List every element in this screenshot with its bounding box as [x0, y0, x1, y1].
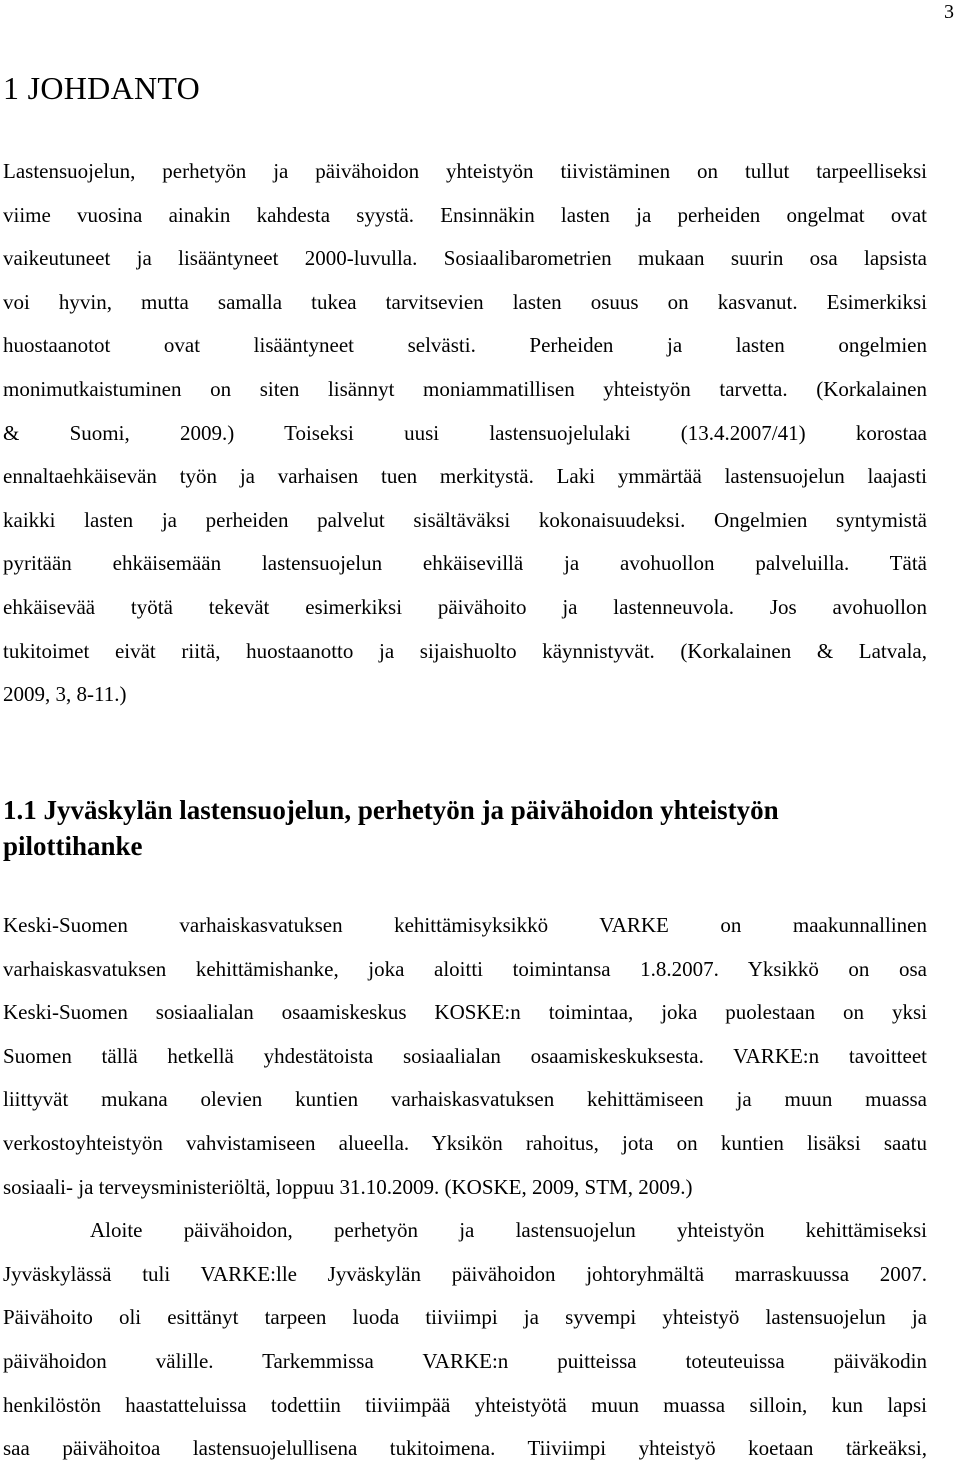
paragraph-line: Päivähoito oli esittänyt tarpeen luoda tiiviimpi ja syvempi yhteistyö lastensuojelun ja [3, 1305, 927, 1330]
paragraph-line: ennaltaehkäisevän työn ja varhaisen tuen merkitystä. Laki ymmärtää lastensuojelun laajasti [3, 464, 927, 489]
paragraph-line: tukitoimet eivät riitä, huostaanotto ja sijaishuolto käynnistyvät. (Korkalainen & Latvala, [3, 638, 927, 663]
paragraph-line-text: Aloite päivähoidon, perhetyön ja lastensuojelun yhteistyön kehittämiseksi [90, 1218, 927, 1243]
paragraph-line: kaikki lasten ja perheiden palvelut sisältäväksi kokonaisuudeksi. Ongelmien syntymistä [3, 507, 927, 532]
paragraph-line: Keski-Suomen sosiaalialan osaamiskeskus KOSKE:n toimintaa, joka puolestaan on yksi [3, 1000, 927, 1025]
paragraph-line: päivähoidon välille. Tarkemmissa VARKE:n puitteissa toteuteuissa päiväkodin [3, 1348, 927, 1373]
paragraph-line: vaikeutuneet ja lisääntyneet 2000-luvulla. Sosiaalibarometrien mukaan suurin osa lapsista [3, 246, 927, 271]
paragraph-line: Lastensuojelun, perhetyön ja päivähoidon yhteistyön tiivistäminen on tullut tarpeelliseksi [3, 159, 927, 183]
paragraph-line: pyritään ehkäisemään lastensuojelun ehkäisevillä ja avohuollon palveluilla. Tätä [3, 551, 927, 576]
paragraph-line: henkilöstön haastatteluissa todettiin tiiviimpää yhteistyötä muun muassa silloin, kun lapsi [3, 1392, 927, 1417]
paragraph-line: Suomen tällä hetkellä yhdestätoista sosiaalialan osaamiskeskuksesta. VARKE:n tavoitteet [3, 1043, 927, 1068]
section-heading-line: 1.1 Jyväskylän lastensuojelun, perhetyön ja päivähoidon yhteistyön [3, 795, 779, 825]
paragraph-line: varhaiskasvatuksen kehittämishanke, joka aloitti toimintansa 1.8.2007. Yksikkö on osa [3, 956, 927, 981]
paragraph-line: viime vuosina ainakin kahdesta syystä. Ensinnäkin lasten ja perheiden ongelmat ovat [3, 202, 927, 227]
paragraph-line: 2009, 3, 8-11.) [3, 682, 127, 707]
section-heading-line: pilottihanke [3, 831, 143, 861]
section-heading [3, 792, 903, 864]
paragraph-line: & Suomi, 2009.) Toiseksi uusi lastensuojelulaki (13.4.2007/41) korostaa [3, 420, 927, 445]
paragraph-line: liittyvät mukana olevien kuntien varhaiskasvatuksen kehittämiseen ja muun muassa [3, 1087, 927, 1112]
paragraph-line: verkostoyhteistyön vahvistamiseen alueella. Yksikön rahoitus, jota on kuntien lisäksi saatu [3, 1130, 927, 1155]
paragraph-line: sosiaali- ja terveysministeriöltä, loppuu 31.10.2009. (KOSKE, 2009, STM, 2009.) [3, 1174, 693, 1199]
paragraph-line: Keski-Suomen varhaiskasvatuksen kehittämisyksikkö VARKE on maakunnallinen [3, 913, 927, 937]
section-paragraphs [3, 904, 927, 1471]
paragraph-line [3, 1209, 927, 1253]
intro-paragraph [3, 150, 927, 717]
paragraph-line: voi hyvin, mutta samalla tukea tarvitsevien lasten osuus on kasvanut. Esimerkiksi [3, 289, 927, 314]
chapter-heading: 1 JOHDANTO [3, 70, 201, 106]
paragraph-line: huostaanotot ovat lisääntyneet selvästi. Perheiden ja lasten ongelmien [3, 333, 927, 358]
page-number: 3 [944, 1, 954, 23]
paragraph-line: monimutkaistuminen on siten lisännyt moniammatillisen yhteistyön tarvetta. (Korkalainen [3, 376, 927, 401]
paragraph-line: Jyväskylässä tuli VARKE:lle Jyväskylän päivähoidon johtoryhmältä marraskuussa 2007. [3, 1261, 927, 1286]
paragraph-line: saa päivähoitoa lastensuojelullisena tukitoimena. Tiiviimpi yhteistyö koetaan tärkeäksi, [3, 1436, 927, 1461]
paragraph-line: ehkäisevää työtä tekevät esimerkiksi päivähoito ja lastenneuvola. Jos avohuollon [3, 594, 927, 619]
